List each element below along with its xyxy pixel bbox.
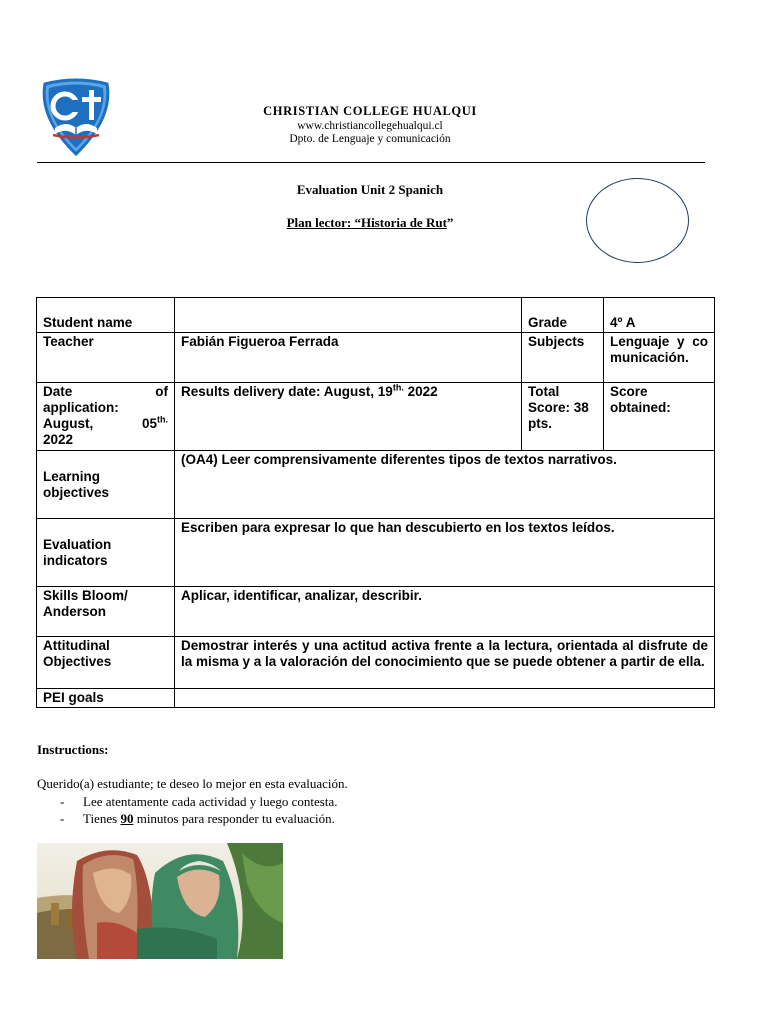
date-of-application: Date of application: August, $05^{th.}$ 2022 — [37, 383, 175, 451]
skills-value: Aplicar, identificar, analizar, describir. — [175, 587, 715, 637]
pei-goals-label: PEI goals — [37, 689, 175, 708]
attitudinal-objectives-label: Attitudinal Objectives — [37, 637, 175, 689]
skills-label: Skills Bloom/ Anderson — [37, 587, 175, 637]
evaluation-title: Evaluation Unit 2 Spanich — [296, 182, 444, 197]
learning-objectives-label: Learning objectives — [37, 451, 175, 519]
student-name-label: Student name — [37, 298, 175, 333]
school-name: CHRISTIAN COLLEGE HUALQUI — [263, 104, 477, 118]
subjects-value: Lenguaje y comunicación. — [604, 333, 715, 383]
department-name: Dpto. de Lenguaje y comunicación — [289, 133, 451, 145]
evaluation-indicators-value: Escriben para expresar lo que han descubierto en los textos leídos. — [175, 519, 715, 587]
reading-plan-title: Plan lector: “Historia de Rut” — [286, 215, 454, 230]
student-info-table — [36, 297, 715, 708]
score-circle — [586, 178, 689, 263]
teacher-value: Fabián Figueroa Ferrada — [175, 333, 522, 383]
instructions-heading: Instructions: — [37, 742, 109, 757]
grade-value: 4º A — [604, 298, 715, 333]
grade-label: Grade — [522, 298, 604, 333]
pei-goals-value — [175, 689, 715, 708]
instructions-intro: Querido(a) estudiante; te deseo lo mejor en esta evaluación. — [37, 776, 348, 791]
attitudinal-objectives-value: Demostrar interés y una actitud activa frente a la lectura, orientada al disfrute de la misma y a la valoración del conocimiento que se puede obtener a partir de ella. — [175, 637, 715, 689]
header-divider — [37, 162, 705, 163]
student-name-field[interactable] — [175, 298, 522, 333]
school-crest-logo — [37, 78, 115, 156]
instruction-item: - Tienes 90 minutos para responder tu evaluación. — [60, 811, 335, 826]
subjects-label: Subjects — [522, 333, 604, 383]
teacher-label: Teacher — [37, 333, 175, 383]
results-delivery-date: Results delivery date: August, $19^{th.}$ 2022 — [175, 383, 522, 451]
evaluation-indicators-label: Evaluation indicators — [37, 519, 175, 587]
school-website: www.christiancollegehualqui.cl — [297, 120, 443, 132]
instruction-item: - Lee atentamente cada actividad y luego contesta. — [60, 794, 338, 809]
total-score: Total Score: 38 pts. — [522, 383, 604, 451]
ruth-and-naomi-illustration — [37, 843, 283, 959]
learning-objectives-value: (OA4) Leer comprensivamente diferentes tipos de textos narrativos. — [175, 451, 715, 519]
score-obtained: Score obtained: — [604, 383, 715, 451]
